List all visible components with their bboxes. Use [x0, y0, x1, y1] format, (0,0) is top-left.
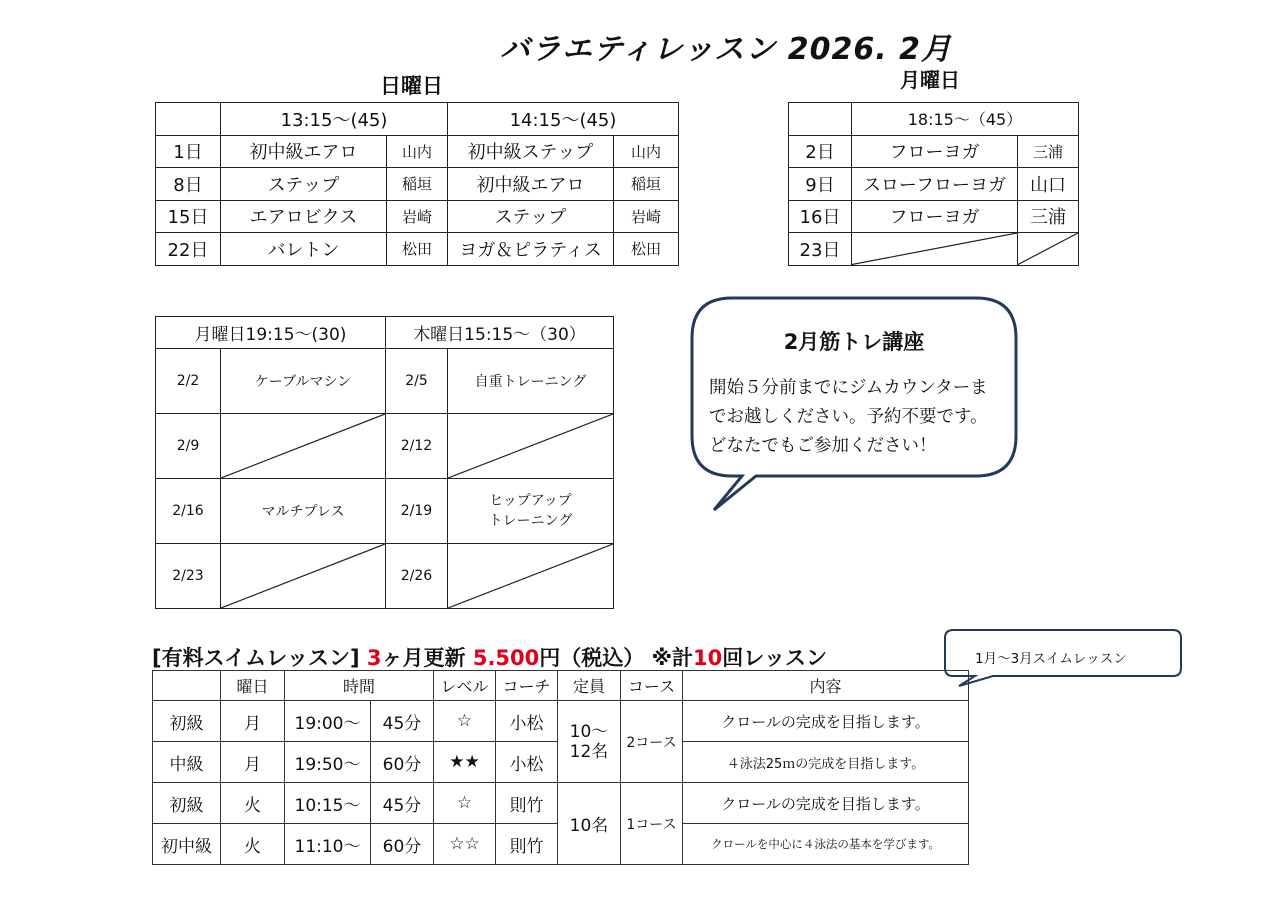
table-row — [789, 135, 1079, 168]
date-cell: 2/2 — [156, 349, 221, 414]
date-cell: 2/9 — [156, 414, 221, 479]
empty-training-cell — [221, 414, 386, 479]
table-row — [153, 701, 969, 742]
swim-lesson-table — [152, 670, 969, 865]
coach-cell: 則竹 — [496, 783, 558, 824]
date-cell: 2/26 — [386, 544, 448, 609]
empty-lesson-cell — [852, 233, 1018, 266]
level-name-cell: 初中級 — [153, 824, 221, 865]
date-cell: 2/19 — [386, 479, 448, 544]
column-header: 時間 — [285, 671, 434, 701]
duration-cell: 60分 — [371, 742, 434, 783]
instructor-cell: 山口 — [1018, 168, 1079, 201]
lesson-cell: ヨガ＆ピラティス — [448, 233, 614, 266]
table-row — [156, 135, 679, 168]
table-row — [156, 479, 614, 544]
content-cell: ４泳法25ｍの完成を目指します。 — [683, 742, 969, 783]
time-cell: 11:10〜 — [285, 824, 371, 865]
level-name-cell: 初級 — [153, 783, 221, 824]
diagonal-line — [221, 544, 385, 608]
instructor-cell: 山内 — [387, 135, 448, 168]
table-row — [789, 168, 1079, 201]
lesson-cell: ステップ — [221, 168, 387, 201]
stars-cell: ★★ — [434, 742, 496, 783]
date-cell: 23日 — [789, 233, 852, 266]
table-row — [156, 200, 679, 233]
instructor-cell: 稲垣 — [387, 168, 448, 201]
table-row — [789, 233, 1079, 266]
training-cell: 自重トレーニング — [448, 349, 614, 414]
diagonal-line — [852, 233, 1017, 265]
coach-cell: 小松 — [496, 742, 558, 783]
swim-heading-label: [有料スイムレッスン] — [152, 646, 360, 670]
time-cell: 19:50〜 — [285, 742, 371, 783]
date-cell: 2/12 — [386, 414, 448, 479]
swim-heading-tax: 円（税込） — [539, 646, 645, 670]
day-cell: 月 — [221, 701, 285, 742]
training-info-bubble — [692, 298, 1016, 476]
monday-schedule-table — [788, 102, 1079, 266]
lesson-cell: 初中級エアロ — [221, 135, 387, 168]
date-cell: 1日 — [156, 135, 221, 168]
corner-cell — [789, 103, 852, 136]
lesson-cell: エアロビクス — [221, 200, 387, 233]
training-cell: マルチプレス — [221, 479, 386, 544]
content-cell: クロールの完成を目指します。 — [683, 783, 969, 824]
diagonal-line — [221, 414, 385, 478]
date-cell: 2/5 — [386, 349, 448, 414]
training-schedule-table — [155, 316, 614, 609]
stars-cell: ☆ — [434, 701, 496, 742]
date-cell: 16日 — [789, 200, 852, 233]
table-header-row — [153, 671, 969, 701]
duration-cell: 45分 — [371, 783, 434, 824]
swim-heading-count: 10 — [693, 646, 723, 670]
swim-note-text: 1月〜3月スイムレッスン — [975, 651, 1127, 667]
diagonal-line — [1018, 233, 1078, 265]
swim-lesson-heading — [152, 642, 827, 672]
stars-cell: ☆ — [434, 783, 496, 824]
date-cell: 8日 — [156, 168, 221, 201]
swim-note-bubble — [945, 630, 1181, 688]
table-row — [156, 233, 679, 266]
swim-heading-price: 5.500 — [472, 646, 540, 670]
lesson-cell: ステップ — [448, 200, 614, 233]
empty-instructor-cell — [1018, 233, 1079, 266]
course-cell: 1コース — [621, 783, 683, 865]
content-cell: クロールの完成を目指します。 — [683, 701, 969, 742]
empty-training-cell — [448, 414, 614, 479]
swim-heading-lessons: 回レッスン — [722, 646, 828, 670]
table-row — [156, 414, 614, 479]
coach-cell: 則竹 — [496, 824, 558, 865]
column-header: コース — [621, 671, 683, 701]
empty-training-cell — [221, 544, 386, 609]
capacity-cell: 10名 — [558, 783, 621, 865]
page-title: バラエティレッスン 2026. 2月 — [500, 32, 952, 67]
instructor-cell: 三浦 — [1018, 200, 1079, 233]
instructor-cell: 岩崎 — [387, 200, 448, 233]
lesson-cell: フローヨガ — [852, 135, 1018, 168]
instructor-cell: 稲垣 — [614, 168, 679, 201]
instructor-cell: 岩崎 — [614, 200, 679, 233]
time-cell: 19:00〜 — [285, 701, 371, 742]
course-cell: 2コース — [621, 701, 683, 783]
day-cell: 火 — [221, 824, 285, 865]
level-name-cell: 中級 — [153, 742, 221, 783]
training-cell-multiline: ヒップアップ トレーニング — [448, 479, 614, 544]
table-header-row — [789, 103, 1079, 136]
stars-cell: ☆☆ — [434, 824, 496, 865]
diagonal-line — [448, 414, 613, 478]
level-name-cell: 初級 — [153, 701, 221, 742]
duration-cell: 60分 — [371, 824, 434, 865]
empty-training-cell — [448, 544, 614, 609]
lesson-cell: フローヨガ — [852, 200, 1018, 233]
slot-header: 14:15〜(45) — [448, 103, 679, 136]
bubble-text: 開始５分前までにジムカウンターまでお越しください。予約不要です。どなたでもご参加ください！ — [709, 378, 988, 456]
instructor-cell: 山内 — [614, 135, 679, 168]
duration-cell: 45分 — [371, 701, 434, 742]
capacity-cell: 10〜 12名 — [558, 701, 621, 783]
lesson-cell: 初中級ステップ — [448, 135, 614, 168]
swim-heading-months: 3 — [366, 646, 382, 670]
table-row — [156, 544, 614, 609]
monday-training-header: 月曜日19:15〜(30) — [156, 317, 386, 349]
instructor-cell: 松田 — [387, 233, 448, 266]
column-header: レベル — [434, 671, 496, 701]
lesson-cell: 初中級エアロ — [448, 168, 614, 201]
bubble-title: 2月筋トレ講座 — [783, 330, 925, 354]
day-cell: 月 — [221, 742, 285, 783]
table-row — [153, 783, 969, 824]
column-header: 内容 — [683, 671, 969, 701]
column-header: コーチ — [496, 671, 558, 701]
date-cell: 9日 — [789, 168, 852, 201]
date-cell: 2/16 — [156, 479, 221, 544]
coach-cell: 小松 — [496, 701, 558, 742]
corner-cell — [156, 103, 221, 136]
lesson-cell: バレトン — [221, 233, 387, 266]
table-header-row — [156, 317, 614, 349]
date-cell: 2日 — [789, 135, 852, 168]
column-header: 定員 — [558, 671, 621, 701]
lesson-cell: スローフローヨガ — [852, 168, 1018, 201]
content-cell: クロールを中心に４泳法の基本を学びます。 — [683, 824, 969, 865]
instructor-cell: 松田 — [614, 233, 679, 266]
swim-heading-renewal: ヶ月更新 — [381, 646, 466, 670]
column-header — [153, 671, 221, 701]
slot-header: 18:15〜（45） — [852, 103, 1079, 136]
date-cell: 2/23 — [156, 544, 221, 609]
diagonal-line — [448, 544, 613, 608]
training-cell: ケーブルマシン — [221, 349, 386, 414]
date-cell: 22日 — [156, 233, 221, 266]
swim-heading-total: ※計 — [651, 646, 693, 670]
date-cell: 15日 — [156, 200, 221, 233]
sunday-heading: 日曜日 — [380, 74, 443, 98]
thursday-training-header: 木曜日15:15〜（30） — [386, 317, 614, 349]
monday-heading: 月曜日 — [900, 68, 960, 92]
table-row — [156, 168, 679, 201]
table-row — [156, 349, 614, 414]
instructor-cell: 三浦 — [1018, 135, 1079, 168]
table-row — [789, 200, 1079, 233]
sunday-schedule-table — [155, 102, 679, 266]
table-header-row — [156, 103, 679, 136]
day-cell: 火 — [221, 783, 285, 824]
column-header: 曜日 — [221, 671, 285, 701]
slot-header: 13:15〜(45) — [221, 103, 448, 136]
time-cell: 10:15〜 — [285, 783, 371, 824]
